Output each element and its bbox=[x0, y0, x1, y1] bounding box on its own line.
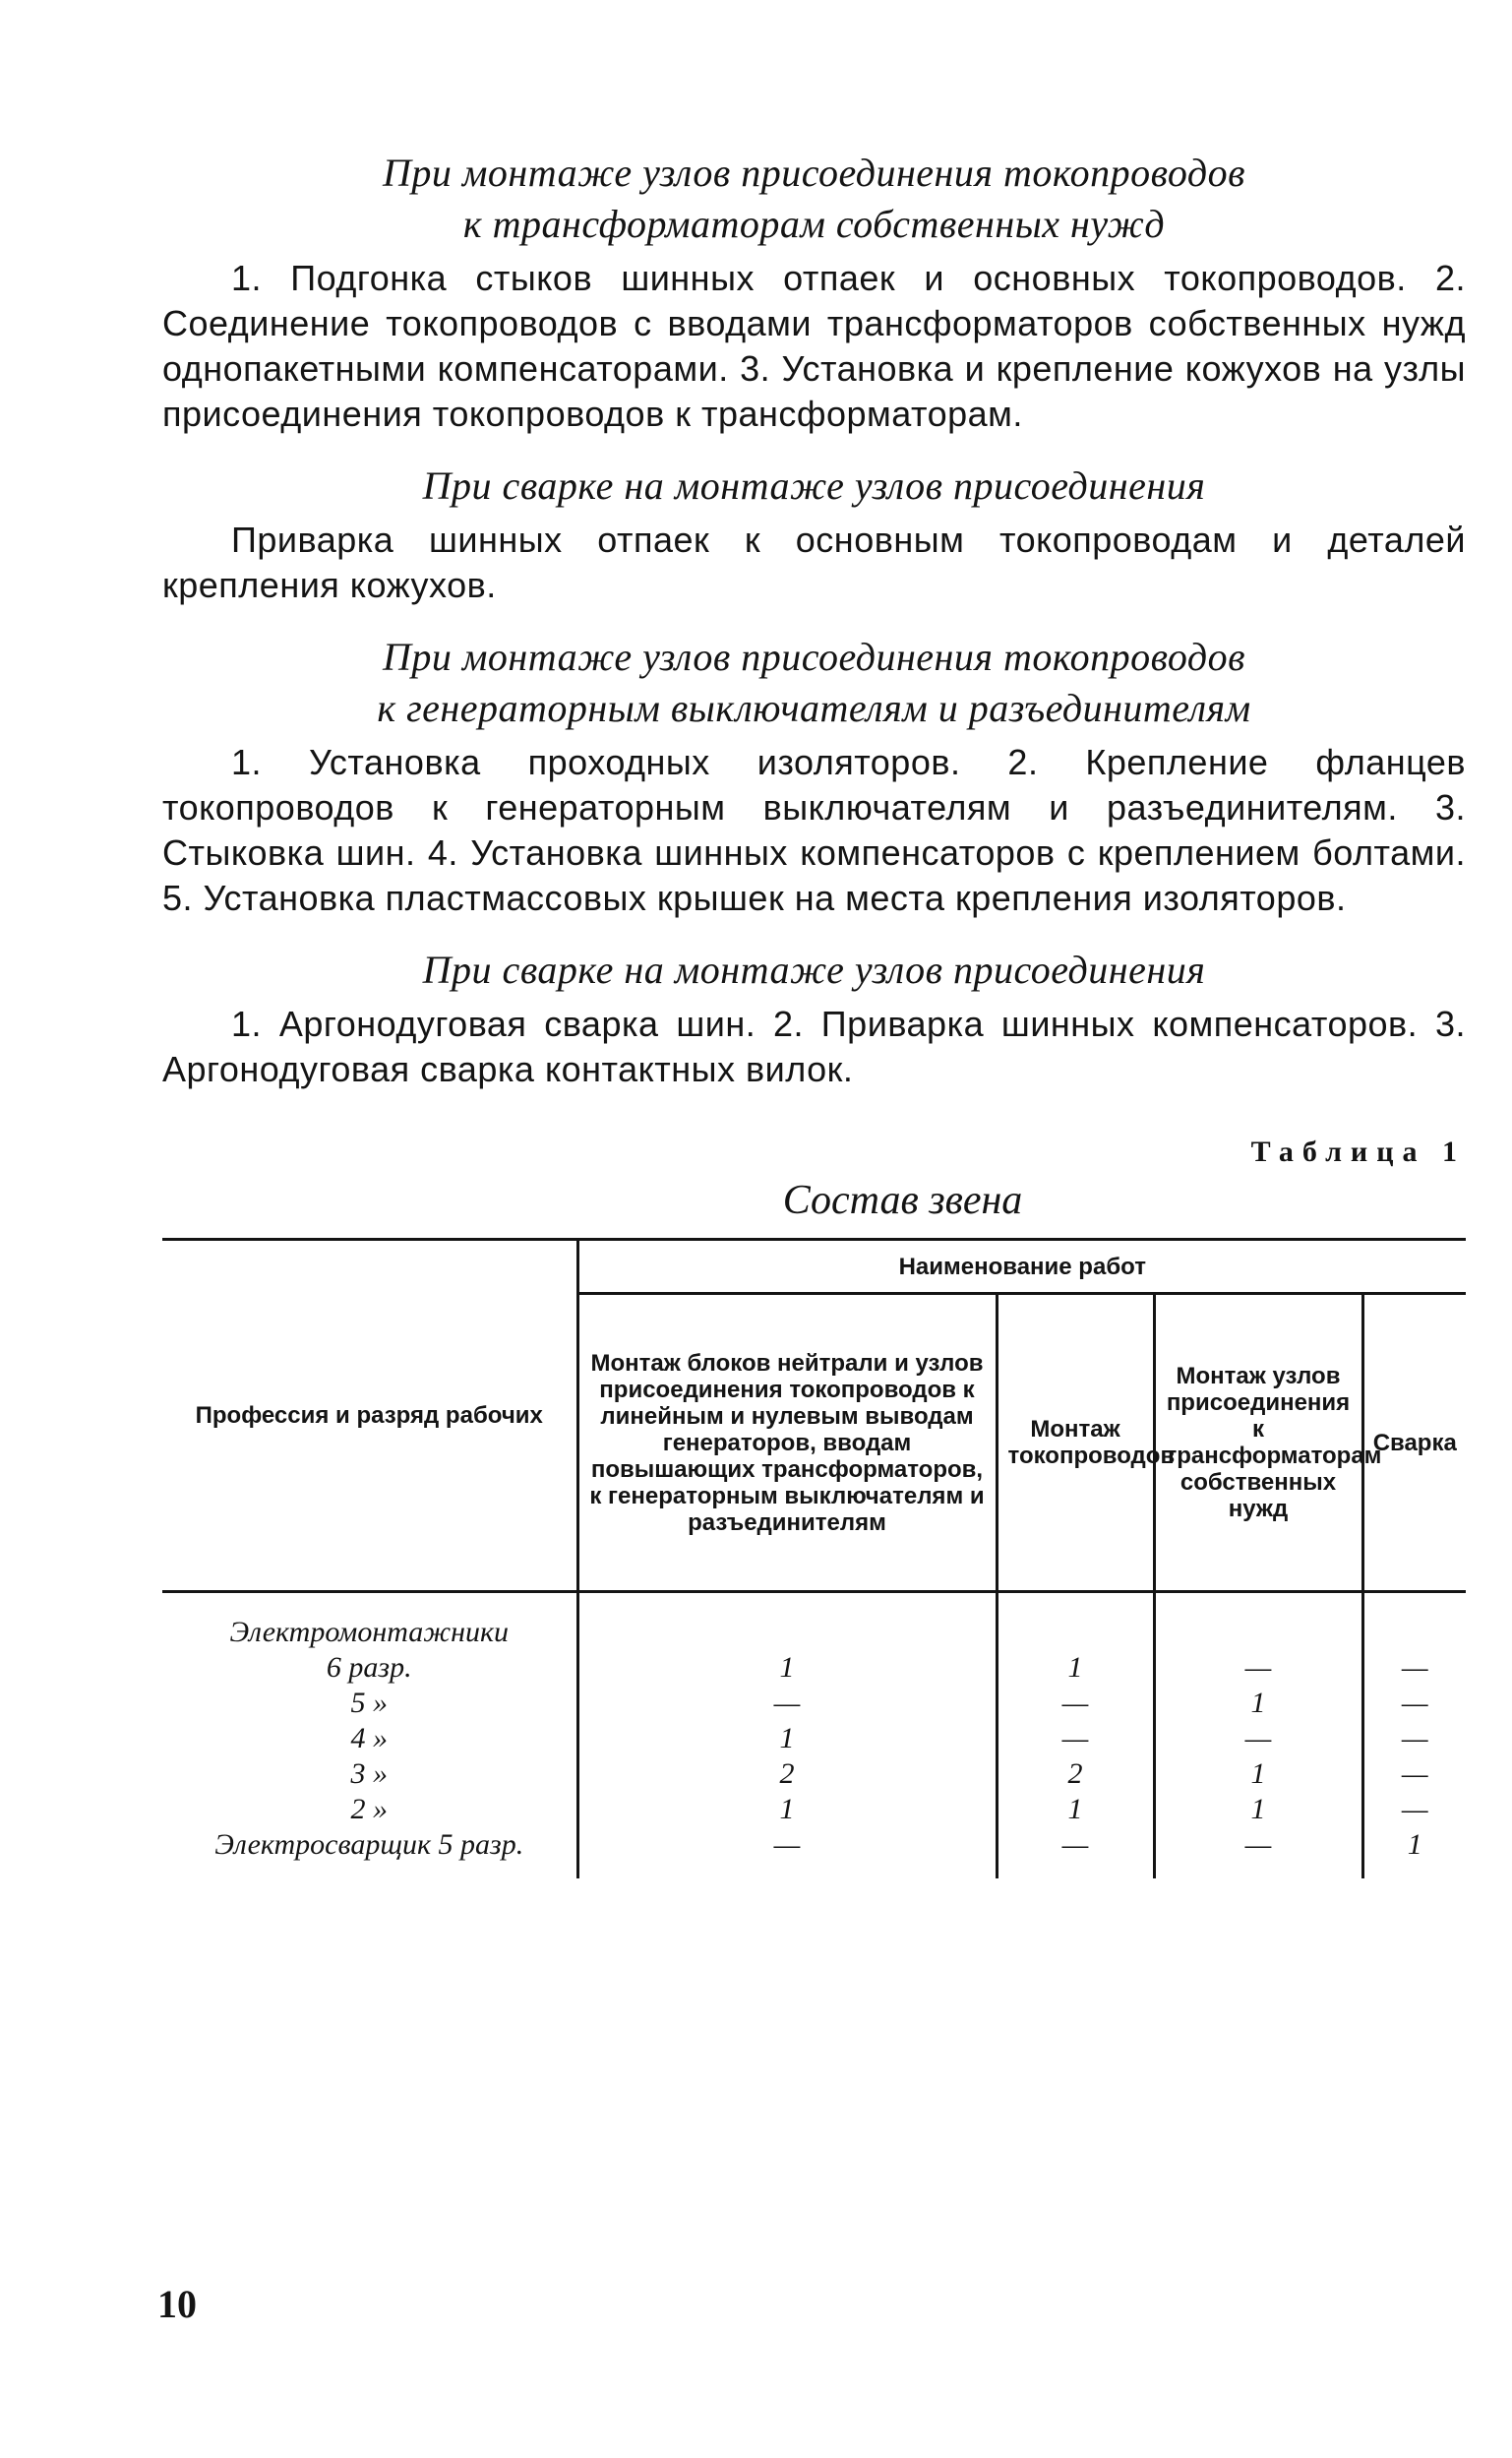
table-cell bbox=[1364, 1615, 1467, 1650]
table-cell: 1 bbox=[1250, 1793, 1266, 1825]
table-row-label: Электромонтажники bbox=[229, 1616, 510, 1648]
table-cell: 1 bbox=[779, 1793, 795, 1825]
table-cell: 1 bbox=[779, 1722, 795, 1754]
table-cell: 1 bbox=[1407, 1828, 1422, 1861]
section-text: 1. Установка проходных изоляторов. 2. Крепление фланцев токопроводов к генераторным выключателям и разъединителям. 3. Стыковка шин. 4. Установка шинных компенсаторов с креплением болтами. 5. Установка пластмассовых крышек на места крепления изоляторов. bbox=[162, 742, 1466, 918]
table-cell: — bbox=[773, 1828, 801, 1861]
page-number: 10 bbox=[157, 2282, 197, 2326]
section-2 bbox=[162, 461, 1466, 608]
column-header: Монтаж узлов присоединения к трансформаторам собственных нужд bbox=[1154, 1294, 1362, 1592]
values-column bbox=[1362, 1592, 1466, 1879]
table-row-label: 2 » bbox=[350, 1793, 388, 1825]
table-cell: — bbox=[1401, 1793, 1428, 1825]
table-cell: 1 bbox=[1067, 1651, 1083, 1684]
profession-column bbox=[162, 1592, 577, 1879]
section-text: 1. Аргонодуговая сварка шин. 2. Приварка шинных компенсаторов. 3. Аргонодуговая сварка контактных вилок. bbox=[162, 1004, 1466, 1089]
table-cell: 1 bbox=[1250, 1757, 1266, 1790]
table-cell: — bbox=[1244, 1651, 1272, 1684]
table-cell bbox=[1156, 1615, 1361, 1650]
table-cell: 1 bbox=[779, 1651, 795, 1684]
table-cell: — bbox=[1244, 1828, 1272, 1861]
section-text: Приварка шинных отпаек к основным токопроводам и деталей крепления кожухов. bbox=[162, 520, 1466, 605]
table-cell: 1 bbox=[1250, 1687, 1266, 1719]
table-cell bbox=[998, 1615, 1153, 1650]
table-row-label: 6 разр. bbox=[326, 1651, 412, 1684]
table-cell: 2 bbox=[779, 1757, 795, 1790]
table-cell: — bbox=[1061, 1722, 1089, 1754]
values-column bbox=[997, 1592, 1154, 1879]
column-header: Монтаж блоков нейтрали и узлов присоединения токопроводов к линейным и нулевым выводам генераторов, вводам повышающих трансформаторов, к генераторным выключателям и разъединителям bbox=[577, 1294, 997, 1592]
works-header: Наименование работ bbox=[577, 1240, 1466, 1294]
table-cell: 2 bbox=[1067, 1757, 1083, 1790]
section-1 bbox=[162, 148, 1466, 437]
table-cell: — bbox=[1244, 1722, 1272, 1754]
table-cell: — bbox=[773, 1687, 801, 1719]
table-cell: — bbox=[1401, 1722, 1428, 1754]
values-column bbox=[577, 1592, 997, 1879]
table-row-label: 5 » bbox=[350, 1687, 388, 1719]
table-row-label: Электросварщик 5 разр. bbox=[214, 1828, 524, 1861]
section-4 bbox=[162, 945, 1466, 1092]
table-caption: Состав звена bbox=[782, 1178, 1023, 1223]
table-cell: — bbox=[1061, 1828, 1089, 1861]
values-column bbox=[1154, 1592, 1362, 1879]
table-cell: — bbox=[1061, 1687, 1089, 1719]
section-heading: При монтаже узлов присоединения токопроводов к трансформаторам собственных нужд bbox=[383, 151, 1245, 246]
section-3 bbox=[162, 632, 1466, 921]
document-page bbox=[162, 148, 1466, 1878]
table-row-label: 3 » bbox=[350, 1757, 388, 1790]
table-cell: — bbox=[1401, 1757, 1428, 1790]
profession-header: Профессия и разряд рабочих bbox=[162, 1240, 577, 1592]
table-number: Таблица 1 bbox=[1250, 1136, 1466, 1168]
column-header: Сварка bbox=[1362, 1294, 1466, 1592]
section-text: 1. Подгонка стыков шинных отпаек и основных токопроводов. 2. Соединение токопроводов с вводами трансформаторов собственных нужд однопакетными компенсаторами. 3. Установка и крепление кожухов на узлы присоединения токопроводов к трансформаторам. bbox=[162, 258, 1466, 434]
section-heading: При сварке на монтаже узлов присоединения bbox=[422, 948, 1206, 992]
table-cell bbox=[579, 1615, 996, 1650]
table-cell: — bbox=[1401, 1651, 1428, 1684]
section-heading: При монтаже узлов присоединения токопроводов к генераторным выключателям и разъединителям bbox=[377, 635, 1251, 730]
crew-composition-table bbox=[162, 1238, 1466, 1878]
column-header: Монтаж токопроводов bbox=[997, 1294, 1154, 1592]
table-cell: — bbox=[1401, 1687, 1428, 1719]
table-cell: 1 bbox=[1067, 1793, 1083, 1825]
table-row-label: 4 » bbox=[350, 1722, 388, 1754]
section-heading: При сварке на монтаже узлов присоединения bbox=[422, 463, 1206, 508]
